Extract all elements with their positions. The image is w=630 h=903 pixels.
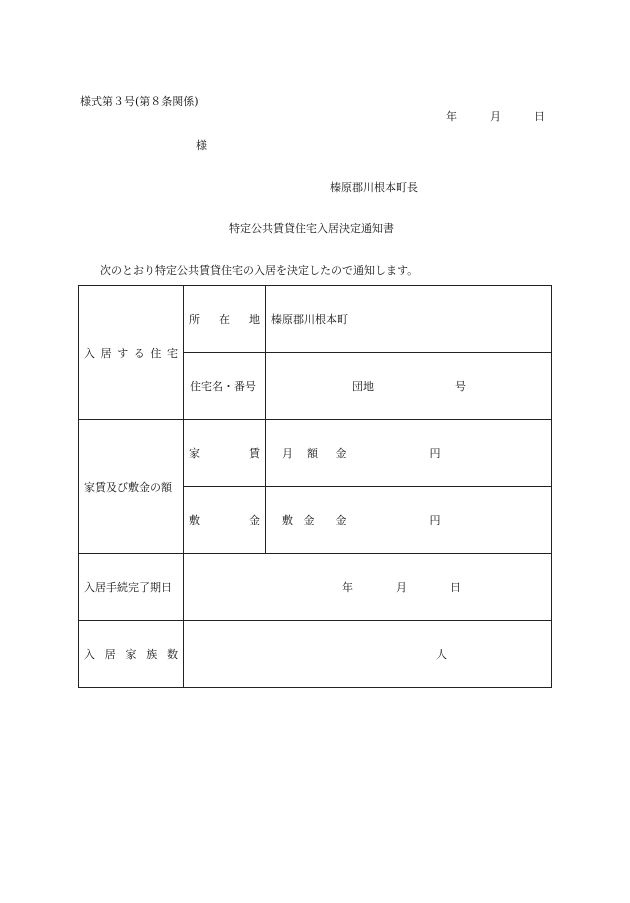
day-label: 日 (534, 110, 545, 123)
deadline-header-cell (79, 554, 184, 621)
rent-value[interactable] (266, 420, 552, 487)
year-label: 年 (446, 110, 457, 123)
deadline-year: 年 (342, 581, 353, 594)
house-name-label: 住宅名・番号 (184, 353, 266, 420)
table-row (79, 420, 552, 487)
issue-date-line (446, 111, 545, 122)
table-row (79, 286, 552, 353)
deadline-header: 入居手続完了期日 (84, 581, 172, 594)
table-row (79, 621, 552, 688)
table-row (79, 554, 552, 621)
intro-text: 次のとおり特定公共賃貸住宅の入居を決定したので通知します。 (100, 264, 419, 277)
deposit-yen: 円 (429, 514, 441, 527)
deadline-day: 日 (450, 581, 461, 594)
location-label-cell (184, 286, 266, 353)
danchi-label: 団地 (352, 380, 374, 393)
monthly-label: 月 額 金 (282, 447, 347, 460)
family-value[interactable] (184, 621, 552, 688)
rent-yen: 円 (429, 447, 441, 460)
rent-label: 家 賃 (189, 447, 260, 460)
house-name-value[interactable] (266, 353, 552, 420)
family-header: 入 居 家 族 数 (84, 648, 178, 661)
gou-label: 号 (455, 380, 466, 393)
family-header-cell (79, 621, 184, 688)
location-label: 所 在 地 (189, 313, 260, 326)
family-unit: 人 (436, 648, 447, 661)
rent-label-cell (184, 420, 266, 487)
deposit-amount-label: 敷 金 金 (282, 514, 347, 527)
deposit-value[interactable] (266, 487, 552, 554)
location-value[interactable]: 榛原郡川根本町 (266, 286, 552, 353)
deadline-month: 月 (396, 581, 407, 594)
month-label: 月 (490, 110, 501, 123)
issuer-name: 榛原郡川根本町長 (330, 181, 418, 194)
rent-header-cell (79, 420, 184, 554)
housing-header: 入 居 す る 住 宅 (84, 346, 178, 360)
deadline-value[interactable] (184, 554, 552, 621)
form-number: 様式第３号(第８条関係) (80, 95, 199, 108)
notice-table (78, 285, 552, 688)
housing-header-cell (79, 286, 184, 420)
document-title: 特定公共賃貸住宅入居決定通知書 (229, 222, 394, 235)
deposit-label: 敷 金 (189, 514, 260, 527)
addressee-suffix: 様 (196, 139, 207, 152)
rent-header: 家賃及び敷金の額 (84, 480, 172, 494)
deposit-label-cell (184, 487, 266, 554)
